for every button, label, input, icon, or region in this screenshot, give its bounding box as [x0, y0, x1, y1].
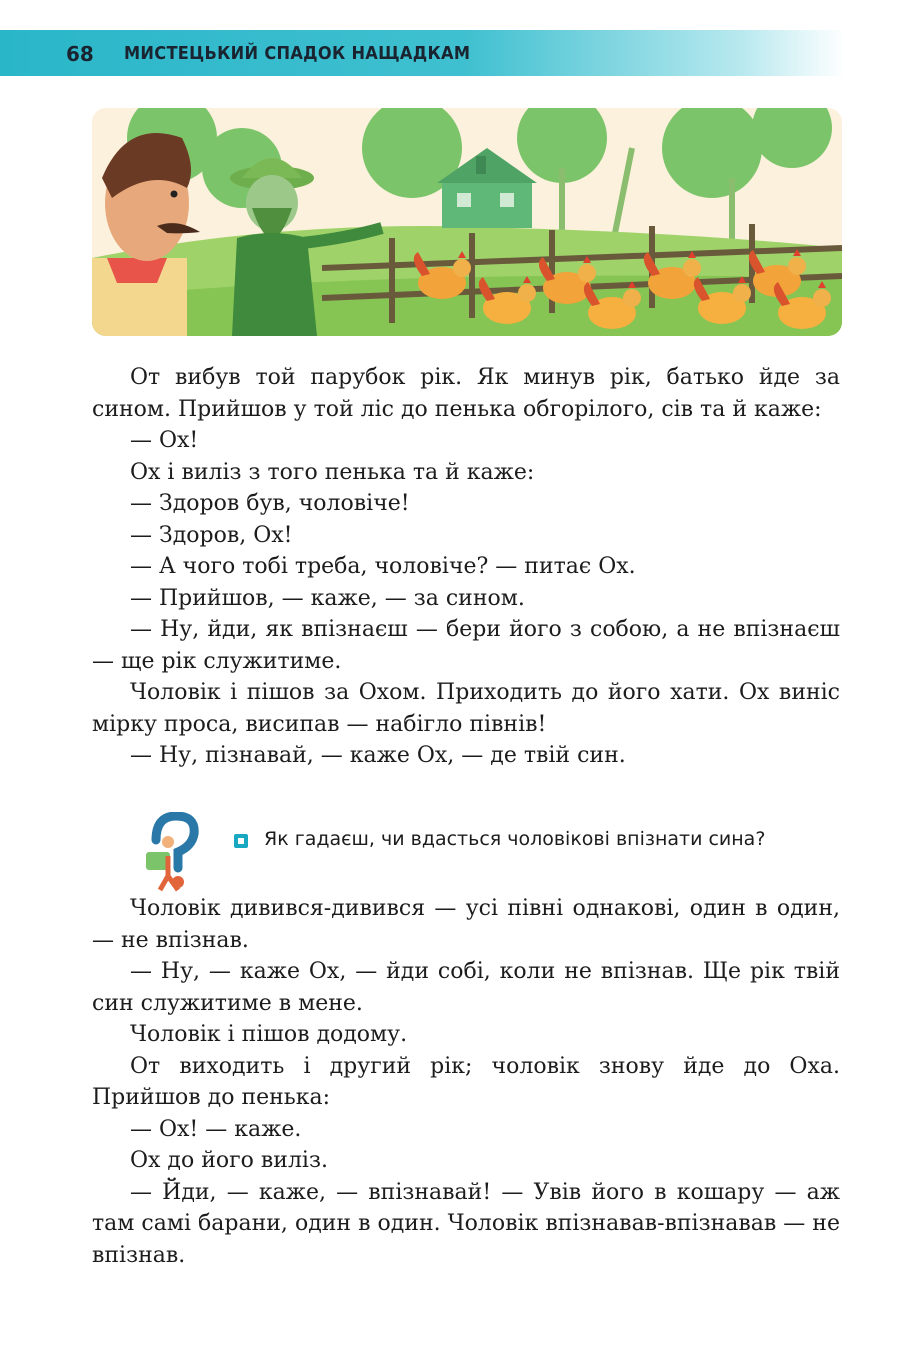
- question-mark-character-icon: [138, 812, 208, 892]
- paragraph: Ох і виліз з того пенька та й каже:: [130, 459, 535, 485]
- paragraph: — Йди, — каже, — впізнавай! — Увів його в кошару — аж там самі барани, один в один. Чоловік впізнавав-впізнавав — не впізнав.: [92, 1179, 840, 1268]
- paragraph: От виходить і другий рік; чоловік знову йде до Оха. Прийшов до пенька:: [92, 1053, 840, 1110]
- paragraph: — Здоров був, чоловіче!: [130, 491, 410, 516]
- paragraph: — Ну, пізнавай, — каже Ох, — де твій син.: [130, 743, 626, 768]
- page-number: 68: [66, 42, 94, 66]
- story-text-part-1: [92, 362, 840, 772]
- discussion-question: [138, 812, 848, 892]
- paragraph: — Ох! — каже.: [130, 1116, 302, 1142]
- paragraph: Чоловік і пішов за Охом. Приходить до його хати. Ох виніс мірку проса, висипав — набігло півнів!: [92, 680, 840, 737]
- paragraph: Ох до його виліз.: [130, 1148, 328, 1173]
- paragraph: Чоловік дивився-дивився — усі півні однакові, один в один, — не впізнав.: [92, 896, 840, 953]
- paragraph: — Ну, йди, як впізнаєш — бери його з собою, а не впізнаєш — ще рік служитиме.: [92, 617, 840, 674]
- paragraph: — Прийшов, — каже, — за сином.: [130, 585, 525, 611]
- story-text-part-2: [92, 893, 840, 1271]
- paragraph: — Ну, — каже Ох, — йди собі, коли не впізнав. Ще рік твій син служитиме в мене.: [92, 959, 840, 1016]
- section-title: МИСТЕЦЬКИЙ СПАДОК НАЩАДКАМ: [124, 43, 471, 64]
- paragraph: — А чого тобі треба, чоловіче? — питає Ох.: [130, 554, 636, 579]
- paragraph: От вибув той парубок рік. Як минув рік, батько йде за сином. Прийшов у той ліс до пенька обгорілого, сів та й каже:: [92, 365, 840, 422]
- paragraph: — Здоров, Ох!: [130, 522, 293, 548]
- question-text: Як гадаєш, чи вдасться чоловікові впізнати сина?: [264, 828, 766, 850]
- story-illustration: [92, 108, 842, 336]
- bullet-icon: [234, 834, 248, 848]
- paragraph: Чоловік і пішов додому.: [130, 1022, 408, 1047]
- paragraph: — Ох!: [130, 428, 199, 453]
